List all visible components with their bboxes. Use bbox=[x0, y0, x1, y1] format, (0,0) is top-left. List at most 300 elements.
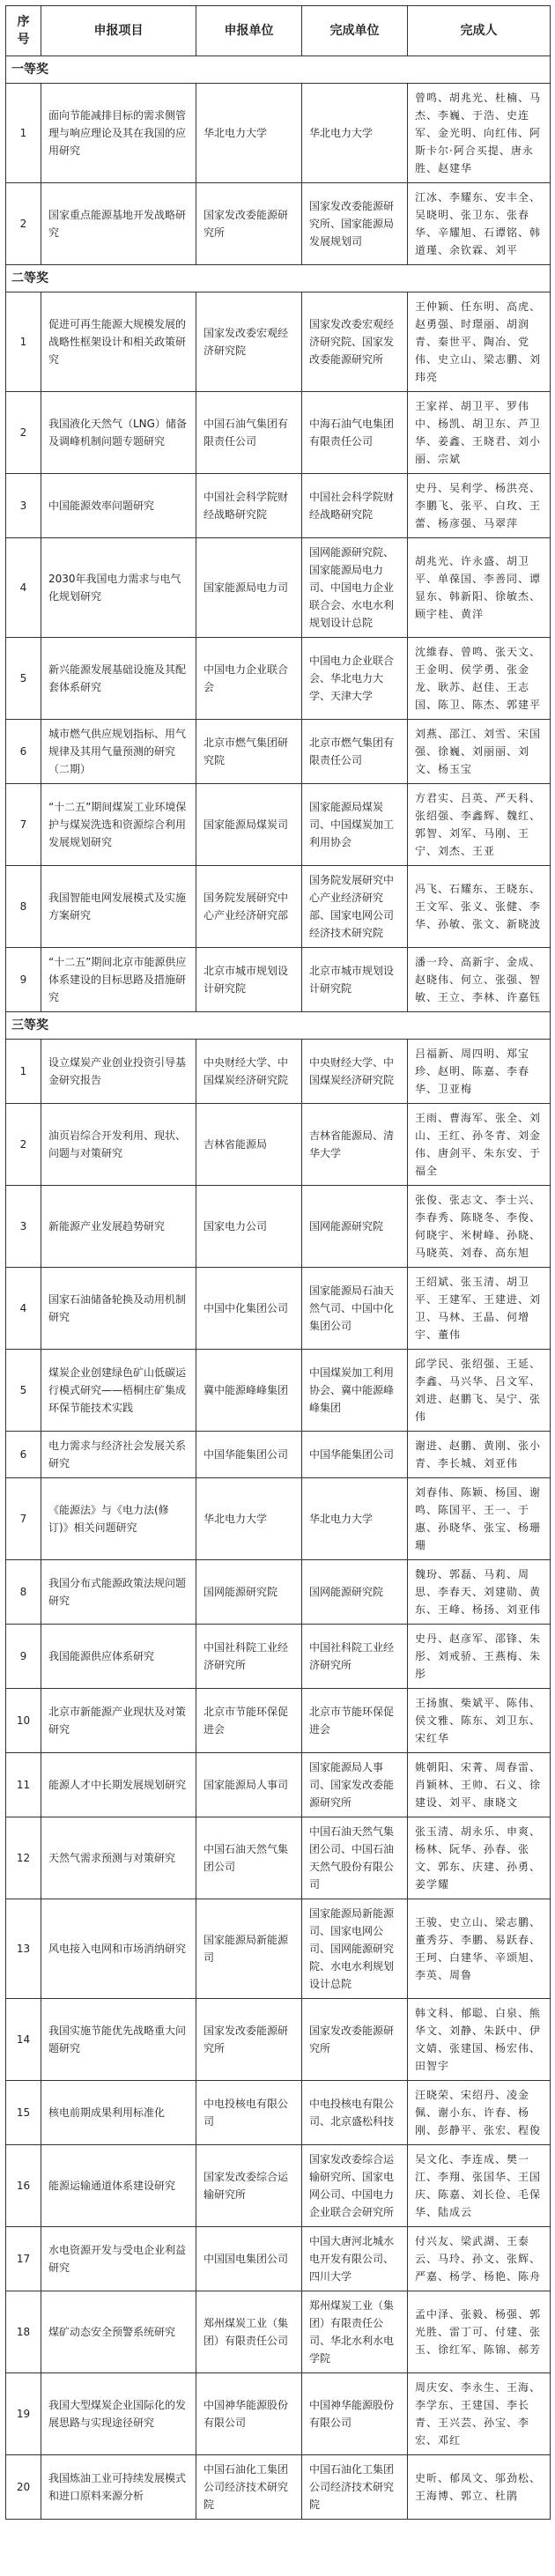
row-applicant bbox=[196, 2145, 302, 2227]
row-people-text: 史丹、吴利学、杨洪亮、李鹏飞、张平、白玫、王蕾、杨彦强、马翠萍 bbox=[415, 482, 542, 529]
row-project bbox=[41, 948, 196, 1012]
row-serial-no bbox=[6, 948, 41, 1012]
row-people-text: 王雨、曹海军、张全、刘山、王红、孙冬青、刘金伟、唐剑平、朱东安、于福全 bbox=[415, 1112, 542, 1177]
row-applicant-text: 北京市城市规划设计研究院 bbox=[204, 965, 289, 995]
row-completer bbox=[302, 866, 408, 948]
header-project: 申报项目 bbox=[41, 6, 196, 56]
row-project bbox=[41, 2081, 196, 2145]
row-applicant-text: 中国国电集团公司 bbox=[204, 2253, 289, 2265]
row-completer bbox=[302, 2227, 408, 2291]
row-applicant-text: 郑州煤炭工业（集团）有限责任公司 bbox=[204, 2317, 289, 2347]
row-people bbox=[408, 2291, 551, 2373]
row-applicant-text: 中国石油化工集团公司经济技术研究院 bbox=[204, 2463, 289, 2511]
table-row bbox=[6, 1625, 551, 1689]
row-people bbox=[408, 948, 551, 1012]
row-serial-no-text: 2 bbox=[19, 426, 27, 439]
row-completer-text: 中国大唐河北城水电开发有限公司、四川大学 bbox=[309, 2235, 395, 2283]
row-serial-no bbox=[6, 2291, 41, 2373]
row-project bbox=[41, 292, 196, 392]
row-serial-no-text: 2 bbox=[19, 1138, 27, 1151]
row-serial-no-text: 16 bbox=[16, 2180, 31, 2192]
row-serial-no bbox=[6, 292, 41, 392]
row-completer bbox=[302, 1560, 408, 1625]
row-applicant bbox=[196, 2081, 302, 2145]
row-project-text: 我国液化天然气（LNG）储备及调峰机制问题专题研究 bbox=[48, 418, 187, 448]
row-completer-text: 国网能源研究院、国家能源局电力司、中国电力企业联合会、水电水利规划设计总院 bbox=[309, 546, 395, 629]
row-people bbox=[408, 1104, 551, 1186]
table-body bbox=[6, 56, 551, 2520]
row-applicant-text: 吉林省能源局 bbox=[204, 1138, 268, 1151]
row-serial-no bbox=[6, 1432, 41, 1478]
row-completer-text: 中国华能集团公司 bbox=[309, 1448, 395, 1461]
row-people-text: 潘一玲、高新宇、金成、赵晓伟、何立、张强、智敏、王立、李林、许嘉钰 bbox=[415, 956, 542, 1003]
row-serial-no bbox=[6, 1478, 41, 1560]
row-people bbox=[408, 2373, 551, 2455]
row-completer-text: 郑州煤炭工业（集团）有限责任公司、华北水利水电学院 bbox=[309, 2299, 395, 2365]
row-completer bbox=[302, 1104, 408, 1186]
row-serial-no-text: 3 bbox=[19, 500, 27, 512]
row-project-text: “十二五”期间煤炭工业环境保护与煤炭洗选和资源综合利用发展规划研究 bbox=[48, 801, 187, 848]
row-people-text: 吴文化、李连成、樊一江、李翔、张国华、王国庆、陈嘉、刘长俭、毛保华、陆成云 bbox=[415, 2153, 542, 2218]
row-applicant-text: 国家能源局煤炭司 bbox=[204, 818, 289, 831]
row-project-text: 新能源产业发展趋势研究 bbox=[48, 1220, 166, 1232]
row-serial-no bbox=[6, 638, 41, 720]
row-completer bbox=[302, 1999, 408, 2081]
row-applicant-text: 中国中化集团公司 bbox=[204, 1302, 289, 1314]
row-people-text: 方君实、吕英、严天科、张绍强、李鑫辉、魏红、郭智、刘军、马刚、王宁、刘杰、王亚 bbox=[415, 792, 542, 857]
row-serial-no-text: 2 bbox=[19, 218, 27, 230]
row-completer bbox=[302, 1817, 408, 1899]
row-applicant-text: 中国社会科学院财经战略研究院 bbox=[204, 491, 289, 521]
row-applicant bbox=[196, 1186, 302, 1268]
row-project-text: “十二五”期间北京市能源供应体系建设的目标思路及措施研究 bbox=[48, 956, 187, 1003]
table-row bbox=[6, 2455, 551, 2520]
row-serial-no-text: 11 bbox=[16, 1779, 31, 1791]
row-serial-no bbox=[6, 720, 41, 784]
row-project-text: 2030年我国电力需求与电气化规划研究 bbox=[48, 573, 181, 603]
row-completer-text: 北京市燃气集团有限责任公司 bbox=[309, 737, 395, 766]
row-project-text: 我国分布式能源政策法规问题研究 bbox=[48, 1577, 187, 1607]
row-project bbox=[41, 538, 196, 638]
row-serial-no bbox=[6, 474, 41, 538]
row-project-text: 煤炭企业创建绿色矿山低碳运行模式研究——梧桐庄矿集成环保节能技术实践 bbox=[48, 1366, 187, 1414]
row-applicant bbox=[196, 1432, 302, 1478]
row-people-text: 汪晓荣、宋绍丹、凌金佩、谢小东、许春、杨刚、彭静平、张宏、程俊 bbox=[415, 2089, 542, 2136]
row-people-text: 张俊、张志文、李士兴、李春秀、陈晓冬、李俊、何晓宇、米树峰、孙晓、马晓英、刘春、高东旭 bbox=[415, 1194, 542, 1259]
row-project-text: 城市燃气供应规划指标、用气规律及其用气量预测的研究（二期） bbox=[48, 728, 187, 775]
row-completer bbox=[302, 2081, 408, 2145]
row-serial-no-text: 5 bbox=[19, 1384, 27, 1396]
row-people bbox=[408, 474, 551, 538]
row-applicant-text: 国家发改委综合运输研究所 bbox=[204, 2171, 289, 2201]
row-project bbox=[41, 1040, 196, 1104]
row-people bbox=[408, 392, 551, 474]
row-project bbox=[41, 474, 196, 538]
row-applicant bbox=[196, 1999, 302, 2081]
row-completer-text: 国家能源局新能源司、国家电网公司、国网能源研究院、水电水利规划设计总院 bbox=[309, 1907, 395, 1990]
row-completer bbox=[302, 292, 408, 392]
row-serial-no bbox=[6, 1899, 41, 1999]
row-people bbox=[408, 1040, 551, 1104]
row-project bbox=[41, 183, 196, 265]
row-serial-no-text: 9 bbox=[19, 1650, 27, 1662]
row-people bbox=[408, 1625, 551, 1689]
table-row bbox=[6, 1040, 551, 1104]
row-completer-text: 中电投核电有限公司、北京盛松科技 bbox=[309, 2098, 395, 2128]
table-row bbox=[6, 866, 551, 948]
row-applicant-text: 国家能源局人事司 bbox=[204, 1779, 289, 1791]
row-people bbox=[408, 1478, 551, 1560]
row-completer bbox=[302, 2145, 408, 2227]
row-applicant bbox=[196, 948, 302, 1012]
row-applicant bbox=[196, 292, 302, 392]
row-project-text: 风电接入电网和市场消纳研究 bbox=[48, 1943, 187, 1955]
row-applicant-text: 华北电力大学 bbox=[204, 1513, 268, 1525]
row-project-text: 中国能源效率问题研究 bbox=[48, 500, 155, 512]
row-applicant-text: 北京市节能环保促进会 bbox=[204, 1706, 289, 1736]
row-completer-text: 国网能源研究院 bbox=[309, 1220, 384, 1232]
row-applicant bbox=[196, 183, 302, 265]
table-row bbox=[6, 720, 551, 784]
row-project-text: 煤矿动态安全预警系统研究 bbox=[48, 2326, 176, 2338]
row-serial-no bbox=[6, 1999, 41, 2081]
row-people bbox=[408, 1753, 551, 1817]
row-project bbox=[41, 1753, 196, 1817]
row-serial-no bbox=[6, 1817, 41, 1899]
table-row bbox=[6, 1104, 551, 1186]
row-applicant-text: 国家发改委宏观经济研究院 bbox=[204, 327, 289, 357]
row-serial-no bbox=[6, 1350, 41, 1432]
row-completer-text: 中国煤炭加工利用协会、冀中能源峰峰集团 bbox=[309, 1366, 395, 1414]
row-applicant-text: 中国华能集团公司 bbox=[204, 1448, 289, 1461]
row-serial-no bbox=[6, 1689, 41, 1753]
row-completer bbox=[302, 183, 408, 265]
row-applicant-text: 中国电力企业联合会 bbox=[204, 663, 289, 693]
table-row bbox=[6, 1268, 551, 1350]
row-applicant-text: 中电投核电有限公司 bbox=[204, 2098, 289, 2128]
table-row bbox=[6, 2373, 551, 2455]
row-serial-no-text: 15 bbox=[16, 2106, 31, 2119]
row-people-text: 史昕、郁凤文、邬劲松、王海博、郭立、杜鹃 bbox=[415, 2472, 542, 2502]
row-serial-no bbox=[6, 784, 41, 866]
row-project bbox=[41, 638, 196, 720]
row-serial-no-text: 14 bbox=[16, 2033, 31, 2046]
row-serial-no-text: 12 bbox=[16, 1852, 31, 1864]
row-project bbox=[41, 1186, 196, 1268]
table-row bbox=[6, 292, 551, 392]
row-applicant-text: 冀中能源峰峰集团 bbox=[204, 1384, 289, 1396]
row-serial-no-text: 8 bbox=[19, 900, 27, 913]
row-applicant-text: 中央财经大学、中国煤炭经济研究院 bbox=[204, 1056, 289, 1086]
row-applicant bbox=[196, 392, 302, 474]
row-people-text: 胡兆光、许永盛、胡卫平、单葆国、李善同、谭显东、韩新阳、徐敏杰、顾宇桂、黄洋 bbox=[415, 555, 542, 620]
row-applicant bbox=[196, 538, 302, 638]
row-project bbox=[41, 1689, 196, 1753]
table-row bbox=[6, 1350, 551, 1432]
row-serial-no-text: 6 bbox=[19, 1448, 27, 1461]
row-project-text: 我国炼油工业可持续发展模式和进口原料来源分析 bbox=[48, 2472, 187, 2502]
row-people-text: 张玉清、胡永乐、申爽、杨林、阮华、孙春、张文、郭东、庆建、孙勇、姜学耀 bbox=[415, 1825, 542, 1891]
row-project bbox=[41, 84, 196, 183]
table-row bbox=[6, 183, 551, 265]
row-project-text: 设立煤炭产业创业投资引导基金研究报告 bbox=[48, 1056, 187, 1086]
row-completer bbox=[302, 784, 408, 866]
row-completer-text: 国网能源研究院 bbox=[309, 1586, 384, 1598]
row-people-text: 魏玢、郭磊、马莉、周思、李春天、刘建勋、黄东、王峰、杨扬、刘亚伟 bbox=[415, 1568, 542, 1616]
row-project bbox=[41, 1560, 196, 1625]
row-completer bbox=[302, 948, 408, 1012]
row-serial-no bbox=[6, 1560, 41, 1625]
table-row bbox=[6, 1753, 551, 1817]
row-completer bbox=[302, 1040, 408, 1104]
row-completer bbox=[302, 1186, 408, 1268]
row-people bbox=[408, 1432, 551, 1478]
row-completer-text: 国家能源局人事司、国家发改委能源研究所 bbox=[309, 1761, 395, 1809]
award-list-document bbox=[5, 5, 550, 2520]
row-completer bbox=[302, 84, 408, 183]
row-project bbox=[41, 2455, 196, 2520]
row-completer-text: 中国石油天然气集团公司、中国石油天然气股份有限公司 bbox=[309, 1825, 395, 1891]
table-row bbox=[6, 2145, 551, 2227]
row-serial-no-text: 6 bbox=[19, 745, 27, 758]
row-completer-text: 中海石油气电集团有限责任公司 bbox=[309, 418, 395, 448]
row-applicant-text: 国家发改委能源研究所 bbox=[204, 2025, 289, 2054]
row-project-text: 《能源法》与《电力法(修订)》相关问题研究 bbox=[48, 1504, 169, 1534]
row-people bbox=[408, 1268, 551, 1350]
row-people bbox=[408, 2081, 551, 2145]
section-title: 二等奖 bbox=[6, 265, 551, 292]
row-completer bbox=[302, 1432, 408, 1478]
row-applicant bbox=[196, 1040, 302, 1104]
header-applicant: 申报单位 bbox=[196, 6, 302, 56]
row-people-text: 王骏、史立山、梁志鹏、董秀芬、李鹏、易跃春、王珂、白建华、辛颂旭、李英、周鲁 bbox=[415, 1916, 542, 1981]
row-applicant bbox=[196, 84, 302, 183]
row-people-text: 江冰、李耀东、安丰全、吴晓明、张卫东、张春华、辛耀旭、石谭铭、韩道瑾、余钦霖、刘平 bbox=[415, 191, 542, 256]
row-applicant-text: 国家能源局电力司 bbox=[204, 581, 289, 594]
row-serial-no bbox=[6, 1625, 41, 1689]
row-completer-text: 北京市节能环保促进会 bbox=[309, 1706, 395, 1736]
header-completer: 完成单位 bbox=[302, 6, 408, 56]
row-people bbox=[408, 1350, 551, 1432]
row-completer-text: 北京市城市规划设计研究院 bbox=[309, 965, 395, 995]
row-applicant-text: 国网能源研究院 bbox=[204, 1586, 278, 1598]
row-serial-no bbox=[6, 1268, 41, 1350]
row-project-text: 我国大型煤炭企业国际化的发展思路与实现途径研究 bbox=[48, 2399, 187, 2429]
row-project bbox=[41, 2291, 196, 2373]
row-completer bbox=[302, 720, 408, 784]
row-serial-no bbox=[6, 1104, 41, 1186]
row-completer-text: 中国石油化工集团公司经济技术研究院 bbox=[309, 2463, 395, 2511]
row-people-text: 孟中泽、张毅、杨强、郭光胜、雷丁可、付建、张玉、徐红军、陈锦、郝芳 bbox=[415, 2308, 542, 2356]
row-people bbox=[408, 638, 551, 720]
row-applicant-text: 中国社科院工业经济研究所 bbox=[204, 1641, 289, 1671]
row-serial-no bbox=[6, 392, 41, 474]
row-serial-no-text: 19 bbox=[16, 2408, 31, 2420]
row-completer bbox=[302, 1899, 408, 1999]
header-people: 完成人 bbox=[408, 6, 551, 56]
table-row bbox=[6, 1817, 551, 1899]
table-row bbox=[6, 638, 551, 720]
row-applicant-text: 中国神华能源股份有限公司 bbox=[204, 2399, 289, 2429]
table-row bbox=[6, 84, 551, 183]
table-row bbox=[6, 1899, 551, 1999]
row-completer bbox=[302, 538, 408, 638]
row-serial-no-text: 4 bbox=[19, 581, 27, 594]
row-project bbox=[41, 866, 196, 948]
row-serial-no-text: 13 bbox=[16, 1943, 31, 1955]
row-project bbox=[41, 1350, 196, 1432]
row-serial-no bbox=[6, 2227, 41, 2291]
row-people-text: 谢进、赵鹏、黄刚、张小青、李长城、刘亚伟 bbox=[415, 1440, 542, 1469]
row-completer-text: 吉林省能源局、清华大学 bbox=[309, 1129, 395, 1159]
row-people-text: 王家祥、胡卫平、罗伟中、杨凯、胡卫东、芦卫华、姜鑫、王晓君、刘小丽、宗斌 bbox=[415, 400, 542, 465]
row-applicant bbox=[196, 784, 302, 866]
row-applicant-text: 北京市燃气集团研究院 bbox=[204, 737, 289, 766]
table-row bbox=[6, 1478, 551, 1560]
row-project-text: 面向节能减排目标的需求侧管理与响应理论及其在我国的应用研究 bbox=[48, 109, 187, 157]
row-applicant bbox=[196, 1268, 302, 1350]
table-row bbox=[6, 1432, 551, 1478]
row-project-text: 新兴能源发展基础设施及其配套体系研究 bbox=[48, 663, 187, 693]
row-completer-text: 中国神华能源股份有限公司 bbox=[309, 2399, 395, 2429]
table-row bbox=[6, 2081, 551, 2145]
table-row bbox=[6, 1560, 551, 1625]
row-completer bbox=[302, 2455, 408, 2520]
row-completer bbox=[302, 1625, 408, 1689]
row-applicant bbox=[196, 1753, 302, 1817]
row-project-text: 我国能源供应体系研究 bbox=[48, 1650, 155, 1662]
section-row bbox=[6, 265, 551, 292]
row-project bbox=[41, 1999, 196, 2081]
row-people bbox=[408, 1186, 551, 1268]
row-completer bbox=[302, 392, 408, 474]
row-completer bbox=[302, 1689, 408, 1753]
row-completer bbox=[302, 638, 408, 720]
row-applicant bbox=[196, 2291, 302, 2373]
row-project bbox=[41, 2145, 196, 2227]
row-serial-no bbox=[6, 1186, 41, 1268]
row-serial-no-text: 18 bbox=[16, 2326, 31, 2338]
row-people bbox=[408, 2145, 551, 2227]
row-project-text: 核电前期成果利用标准化 bbox=[48, 2106, 166, 2119]
row-completer bbox=[302, 2373, 408, 2455]
row-applicant-text: 国家能源局新能源司 bbox=[204, 1934, 289, 1964]
row-serial-no-text: 1 bbox=[19, 336, 27, 348]
row-people bbox=[408, 784, 551, 866]
row-completer-text: 华北电力大学 bbox=[309, 1513, 374, 1525]
row-people bbox=[408, 84, 551, 183]
row-people bbox=[408, 720, 551, 784]
row-people-text: 曾鸣、胡兆光、杜楠、马杰、李巍、于浩、史连军、金光明、向红伟、阿斯卡尔·阿合买提、唐永胜、赵建华 bbox=[415, 92, 542, 174]
row-applicant-text: 国务院发展研究中心产业经济研究部 bbox=[204, 892, 289, 922]
row-completer-text: 中国社科院工业经济研究所 bbox=[309, 1641, 395, 1671]
row-project bbox=[41, 784, 196, 866]
row-project-text: 油页岩综合开发利用、现状、问题与对策研究 bbox=[48, 1129, 187, 1159]
row-completer bbox=[302, 1753, 408, 1817]
row-applicant-text: 华北电力大学 bbox=[204, 127, 268, 139]
row-serial-no-text: 3 bbox=[19, 1220, 27, 1232]
row-people-text: 刘燕、邵江、刘雪、宋国强、徐巍、刘丽丽、刘文、杨玉宝 bbox=[415, 728, 542, 775]
row-serial-no bbox=[6, 1040, 41, 1104]
row-project bbox=[41, 1899, 196, 1999]
row-completer-text: 国家能源局石油天然气司、中国中化集团公司 bbox=[309, 1284, 395, 1332]
row-completer bbox=[302, 2291, 408, 2373]
table-row bbox=[6, 784, 551, 866]
row-serial-no-text: 4 bbox=[19, 1302, 27, 1314]
row-project-text: 北京市新能源产业现状及对策研究 bbox=[48, 1706, 187, 1736]
row-people bbox=[408, 538, 551, 638]
row-people-text: 王扬旗、柴斌平、陈伟、侯文雅、陈东、刘卫东、宋红华 bbox=[415, 1697, 542, 1744]
award-table bbox=[5, 5, 551, 2520]
row-people-text: 韩文科、郁聪、白泉、熊华文、刘静、朱跃中、伊文婧、张建国、杨宏伟、田智宇 bbox=[415, 2007, 542, 2072]
row-completer-text: 国家发改委宏观经济研究院、国家发改委能源研究所 bbox=[309, 318, 395, 366]
row-applicant bbox=[196, 1350, 302, 1432]
row-people bbox=[408, 1560, 551, 1625]
row-people-text: 付兴友、梁武湖、王泰云、马玲、孙文、张辉、严嘉、杨学、杨艳、陈舟 bbox=[415, 2235, 542, 2283]
table-row bbox=[6, 948, 551, 1012]
row-serial-no-text: 7 bbox=[19, 1513, 27, 1525]
row-project bbox=[41, 1817, 196, 1899]
row-completer bbox=[302, 1350, 408, 1432]
row-people bbox=[408, 1999, 551, 2081]
row-applicant bbox=[196, 2227, 302, 2291]
row-people bbox=[408, 1689, 551, 1753]
row-serial-no-text: 9 bbox=[19, 973, 27, 986]
row-project bbox=[41, 1625, 196, 1689]
row-serial-no-text: 7 bbox=[19, 818, 27, 831]
row-applicant bbox=[196, 1625, 302, 1689]
row-serial-no-text: 20 bbox=[16, 2481, 31, 2493]
table-row bbox=[6, 1186, 551, 1268]
row-people-text: 周庆安、李永生、王海、李学东、王建国、李长青、王兴芸、孙宝、李宏、邓红 bbox=[415, 2381, 542, 2446]
row-applicant bbox=[196, 1478, 302, 1560]
row-people bbox=[408, 2455, 551, 2520]
row-applicant-text: 国家电力公司 bbox=[204, 1220, 268, 1232]
row-people bbox=[408, 183, 551, 265]
row-completer-text: 国家发改委能源研究所 bbox=[309, 2025, 395, 2054]
row-project bbox=[41, 1478, 196, 1560]
row-serial-no-text: 10 bbox=[16, 1714, 31, 1727]
row-project bbox=[41, 392, 196, 474]
row-applicant bbox=[196, 720, 302, 784]
table-row bbox=[6, 2227, 551, 2291]
table-row bbox=[6, 1999, 551, 2081]
table-row bbox=[6, 2291, 551, 2373]
row-project bbox=[41, 2373, 196, 2455]
row-completer-text: 国务院发展研究中心产业经济研究部、国家电网公司经济技术研究院 bbox=[309, 874, 395, 939]
row-applicant bbox=[196, 1560, 302, 1625]
row-project-text: 天然气需求预测与对策研究 bbox=[48, 1852, 176, 1864]
section-title: 一等奖 bbox=[6, 56, 551, 84]
row-applicant bbox=[196, 1104, 302, 1186]
table-header-row bbox=[6, 6, 551, 56]
section-title: 三等奖 bbox=[6, 1012, 551, 1040]
row-serial-no bbox=[6, 2455, 41, 2520]
row-serial-no-text: 17 bbox=[16, 2253, 31, 2265]
row-serial-no bbox=[6, 2081, 41, 2145]
row-serial-no-text: 1 bbox=[19, 127, 27, 139]
row-applicant bbox=[196, 638, 302, 720]
row-project bbox=[41, 2227, 196, 2291]
row-project-text: 电力需求与经济社会发展关系研究 bbox=[48, 1440, 187, 1469]
row-applicant-text: 中国石油天然气集团公司 bbox=[204, 1843, 289, 1873]
row-completer-text: 中国社会科学院财经战略研究院 bbox=[309, 491, 395, 521]
row-applicant bbox=[196, 2373, 302, 2455]
row-completer bbox=[302, 1478, 408, 1560]
row-serial-no bbox=[6, 2373, 41, 2455]
table-row bbox=[6, 474, 551, 538]
row-applicant bbox=[196, 1817, 302, 1899]
